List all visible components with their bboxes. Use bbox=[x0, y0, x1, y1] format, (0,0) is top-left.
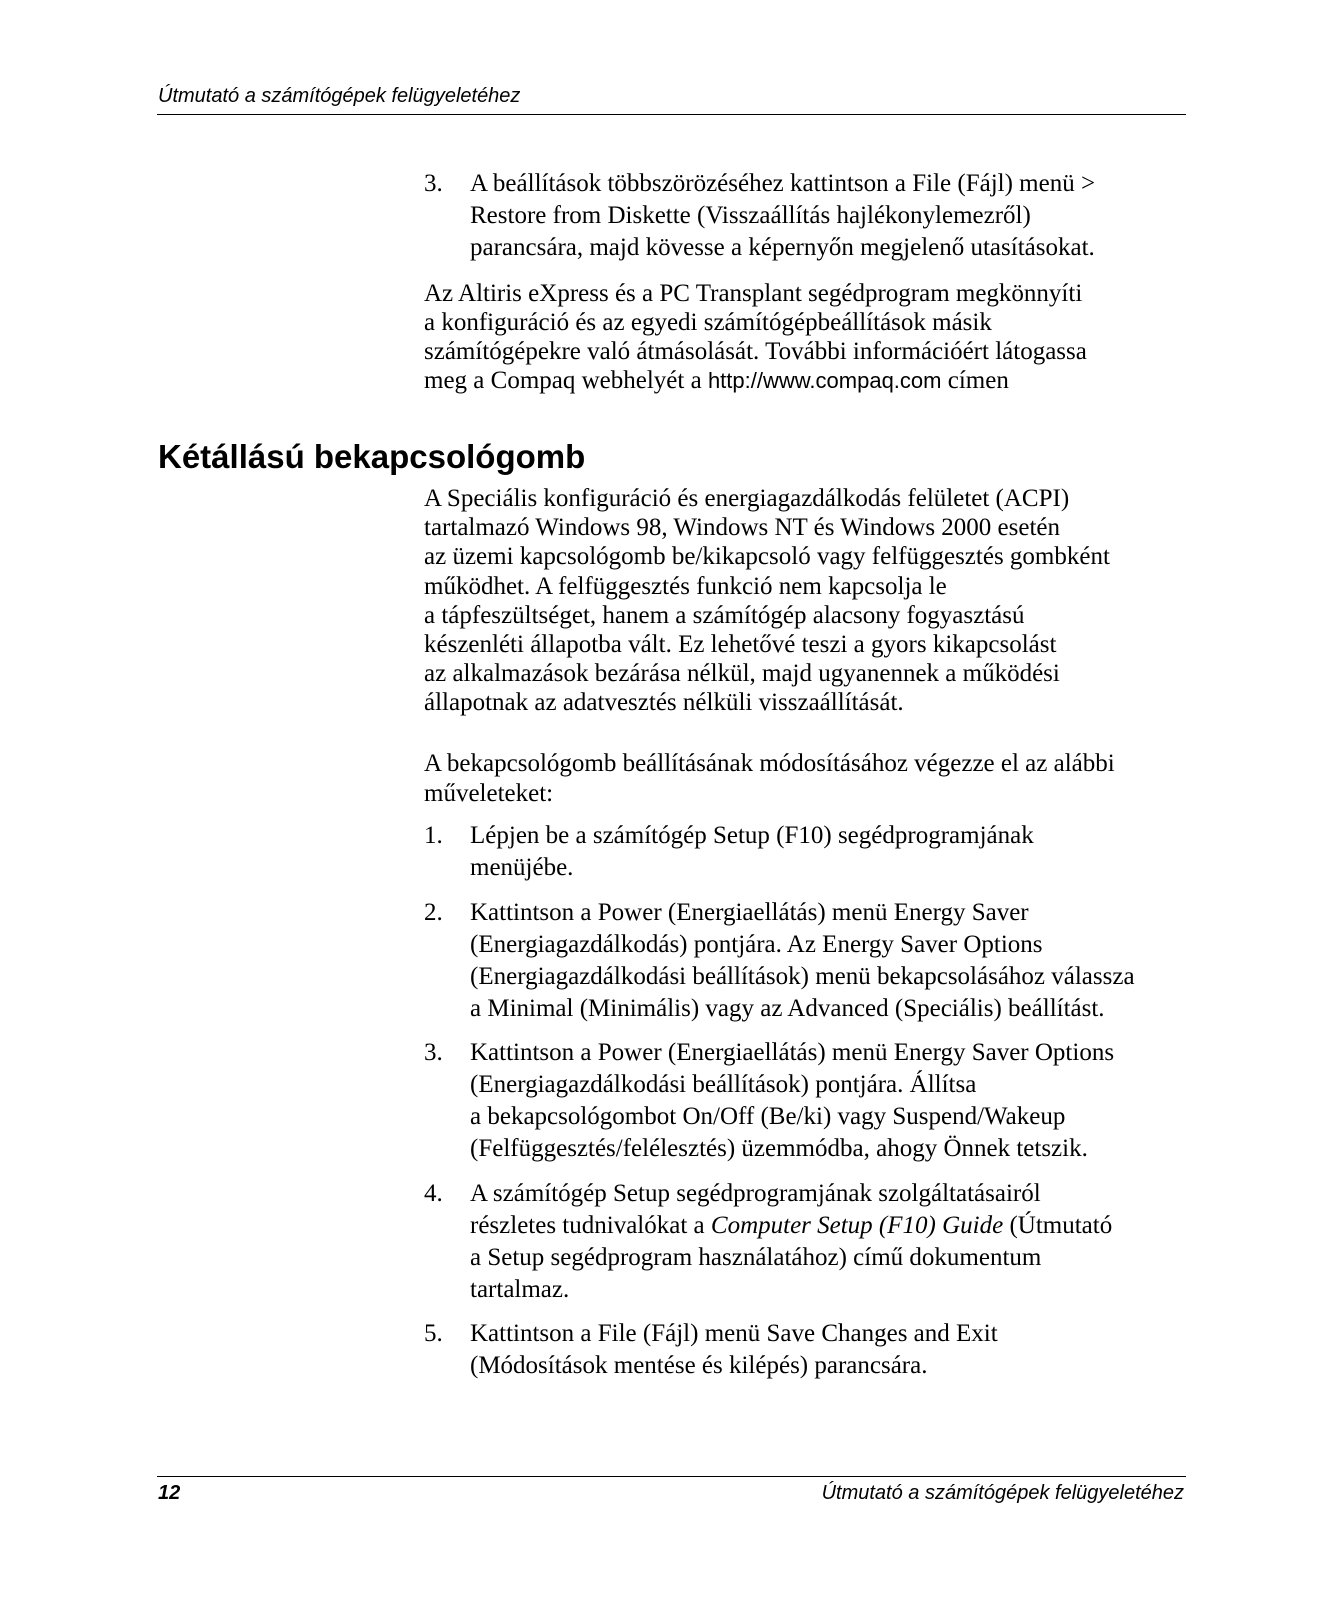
paragraph-line: működhet. A felfüggesztés funkció nem kapcsolja le bbox=[424, 572, 947, 600]
step-5 bbox=[424, 1318, 1194, 1382]
section-heading: Kétállású bekapcsológomb bbox=[158, 438, 586, 475]
list-item bbox=[424, 168, 1194, 264]
paragraph-line bbox=[424, 366, 1194, 395]
top-step bbox=[424, 168, 1194, 264]
step-line: (Energiagazdálkodási beállítások) menü bekapcsolásához válassza bbox=[470, 963, 1135, 990]
step-line: A számítógép Setup segédprogramjának szolgáltatásairól bbox=[470, 1180, 1041, 1207]
guide-title: Computer Setup (F10) Guide bbox=[710, 1212, 1004, 1239]
compaq-url-link[interactable]: http://www.compaq.com bbox=[707, 368, 942, 393]
paragraph-line: a tápfeszültséget, hanem a számítógép alacsony fogyasztású bbox=[424, 601, 1025, 629]
step-line: Kattintson a Power (Energiaellátás) menü Energy Saver bbox=[470, 899, 1029, 926]
paragraph-line: készenléti állapotba vált. Ez lehetővé teszi a gyors kikapcsolást bbox=[424, 631, 1057, 659]
step-line: parancsára, majd kövesse a képernyőn megjelenő utasításokat. bbox=[470, 234, 1095, 261]
footer-rule bbox=[157, 1476, 1186, 1477]
step-2 bbox=[424, 897, 1194, 1025]
step-line: a Minimal (Minimális) vagy az Advanced (Speciális) beállítást. bbox=[470, 995, 1105, 1022]
step-text: részletes tudnivalókat a bbox=[470, 1212, 711, 1239]
list-item bbox=[424, 1037, 1194, 1165]
step-line: a Setup segédprogram használatához) című dokumentum bbox=[470, 1244, 1042, 1271]
page-number: 12 bbox=[158, 1482, 181, 1504]
step-line bbox=[470, 1210, 1194, 1242]
step-line: a bekapcsológombot On/Off (Be/ki) vagy Suspend/Wakeup bbox=[470, 1103, 1066, 1130]
step-line: menüjébe. bbox=[470, 854, 574, 881]
list-item bbox=[424, 897, 1194, 1025]
list-item bbox=[424, 1318, 1194, 1382]
running-header: Útmutató a számítógépek felügyeletéhez bbox=[158, 85, 521, 107]
list-item bbox=[424, 1178, 1194, 1306]
paragraph-line: műveleteket: bbox=[424, 780, 554, 807]
intro-paragraph bbox=[424, 484, 1194, 718]
list-item bbox=[424, 820, 1194, 884]
step-number: 3. bbox=[424, 1039, 443, 1066]
altiris-paragraph bbox=[424, 279, 1194, 395]
step-line: tartalmaz. bbox=[470, 1276, 570, 1303]
step-line: (Energiagazdálkodás) pontjára. Az Energy Saver Options bbox=[470, 931, 1043, 958]
step-number: 4. bbox=[424, 1180, 443, 1207]
paragraph-line: A bekapcsológomb beállításának módosításához végezze el az alábbi bbox=[424, 750, 1115, 777]
lead-paragraph bbox=[424, 749, 1194, 809]
paragraph-text: címen bbox=[941, 367, 1009, 394]
header-rule bbox=[157, 114, 1186, 115]
step-text: (Útmutató bbox=[1003, 1212, 1113, 1239]
paragraph-text: meg a Compaq webhelyét a bbox=[424, 367, 708, 394]
paragraph-line: az üzemi kapcsológomb be/kikapcsoló vagy felfüggesztés gombként bbox=[424, 543, 1110, 571]
step-line: (Energiagazdálkodási beállítások) pontjára. Állítsa bbox=[470, 1071, 977, 1098]
step-line: A beállítások többszörözéséhez kattintson a File (Fájl) menü > bbox=[470, 170, 1096, 197]
step-line: Lépjen be a számítógép Setup (F10) segédprogramjának bbox=[470, 822, 1034, 849]
step-line: Restore from Diskette (Visszaállítás hajlékonylemezről) bbox=[470, 202, 1031, 229]
step-line: Kattintson a File (Fájl) menü Save Changes and Exit bbox=[470, 1320, 998, 1347]
step-3 bbox=[424, 1037, 1194, 1165]
step-4 bbox=[424, 1178, 1194, 1306]
step-number: 3. bbox=[424, 170, 443, 197]
footer-title: Útmutató a számítógépek felügyeletéhez bbox=[821, 1482, 1184, 1504]
paragraph-line: a konfiguráció és az egyedi számítógépbeállítások másik bbox=[424, 309, 992, 336]
step-line: (Felfüggesztés/felélesztés) üzemmódba, ahogy Önnek tetszik. bbox=[470, 1135, 1088, 1162]
paragraph-line: állapotnak az adatvesztés nélküli visszaállítását. bbox=[424, 689, 904, 717]
step-number: 1. bbox=[424, 822, 443, 849]
paragraph-line: Az Altiris eXpress és a PC Transplant segédprogram megkönnyíti bbox=[424, 280, 1083, 307]
step-line: (Módosítások mentése és kilépés) parancsára. bbox=[470, 1352, 928, 1379]
step-number: 5. bbox=[424, 1320, 443, 1347]
paragraph-line: tartalmazó Windows 98, Windows NT és Windows 2000 esetén bbox=[424, 514, 1061, 542]
step-line: Kattintson a Power (Energiaellátás) menü Energy Saver Options bbox=[470, 1039, 1115, 1066]
paragraph-line: A Speciális konfiguráció és energiagazdálkodás felületet (ACPI) bbox=[424, 485, 1070, 512]
step-1 bbox=[424, 820, 1194, 884]
paragraph-line: az alkalmazások bezárása nélkül, majd ugyanennek a működési bbox=[424, 660, 1060, 688]
paragraph-line: számítógépekre való átmásolását. További információért látogassa bbox=[424, 338, 1087, 365]
step-number: 2. bbox=[424, 899, 443, 926]
